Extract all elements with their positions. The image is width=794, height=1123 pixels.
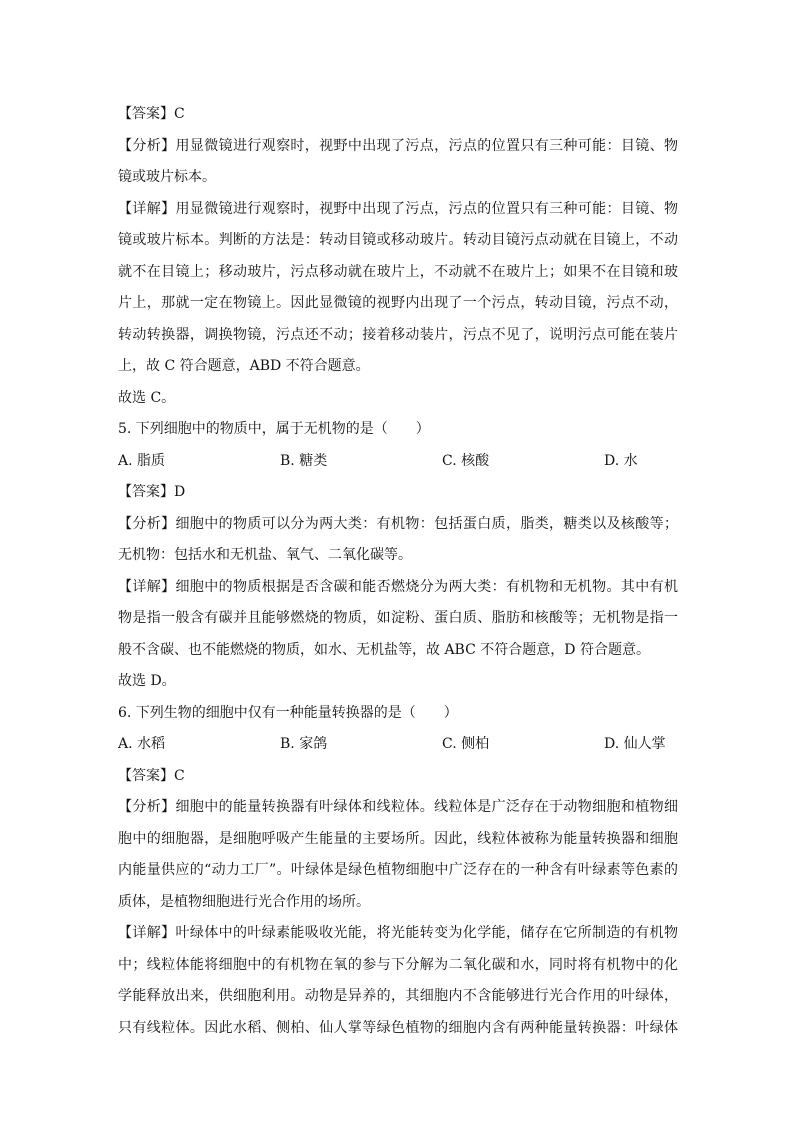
q4-detail-line-6: 上，故 C 符合题意，ABD 不符合题意。: [118, 358, 370, 374]
q6-detail-line-4: 只有线粒体。因此水稻、侧柏、仙人掌等绿色植物的细胞内含有两种能量转换器：叶绿体: [118, 1019, 678, 1036]
detail-tag: 【详解】: [118, 200, 176, 217]
q6-detail-line-2: 中；线粒体能将细胞中的有机物在氧的参与下分解为二氧化碳和水，同时将有机物中的化: [118, 956, 678, 973]
detail-tag: 【详解】: [118, 578, 176, 595]
q6-analysis-line-2: 胞中的细胞器，是细胞呼吸产生能量的主要场所。因此，线粒体被称为能量转换器和细胞: [118, 830, 678, 847]
q4-conclusion: 故选 C。: [118, 389, 176, 406]
q4-detail-line-4: 片上，那就一定在物镜上。因此显微镜的视野内出现了一个污点，转动目镜，污点不动，: [118, 295, 678, 311]
q4-analysis-line-2: 镜或玻片标本。: [118, 169, 216, 185]
q5-stem: 5. 下列细胞中的物质中，属于无机物的是（ ）: [118, 421, 430, 437]
answer-tag: 【答案】: [118, 484, 174, 500]
q6-analysis-line-4: 质体，是植物细胞进行光合作用的场所。: [118, 893, 370, 910]
analysis-tag: 【分析】: [118, 799, 176, 815]
q6-detail-line-3: 学能释放出来，供细胞利用。动物是异养的，其细胞内不含能够进行光合作用的叶绿体，: [118, 988, 678, 1004]
q5-option-b: B. 糖类: [280, 452, 328, 469]
q4-detail-line-5: 转动转换器，调换物镜，污点还不动；接着移动装片，污点不见了，说明污点可能在装片: [118, 326, 678, 343]
analysis-text: 用显微镜进行观察时，视野中出现了污点，污点的位置只有三种可能：目镜、物: [175, 137, 678, 154]
q4-detail-line-1: [118, 194, 678, 226]
q5-analysis-line-2: 无机物：包括水和无机盐、氧气、二氧化碳等。: [118, 547, 412, 563]
analysis-tag: 【分析】: [118, 515, 176, 532]
analysis-text: 细胞中的能量转换器有叶绿体和线粒体。线粒体是广泛存在于动物细胞和植物细: [175, 799, 678, 815]
analysis-text: 细胞中的物质可以分为两大类：有机物：包括蛋白质，脂类，糖类以及核酸等；: [175, 515, 678, 532]
q5-option-c: C. 核酸: [442, 452, 490, 469]
q6-answer: [118, 761, 678, 793]
answer-value: C: [174, 106, 185, 122]
q5-analysis-line-1: [118, 509, 678, 541]
answer-tag: 【答案】: [118, 767, 174, 784]
q6-analysis-line-1: [118, 792, 678, 824]
q6-stem: 6. 下列生物的细胞中仅有一种能量转换器的是（ ）: [118, 704, 458, 721]
q6-option-d: D. 仙人掌: [604, 736, 666, 752]
q6-option-a: A. 水稻: [118, 736, 166, 752]
q6-analysis-line-3: 内能量供应的“动力工厂”。叶绿体是绿色植物细胞中广泛存在的一种含有叶绿素等色素的: [118, 862, 678, 878]
q5-option-d: D. 水: [604, 452, 638, 469]
document-page: [118, 99, 678, 1044]
q6-detail-line-1: [118, 918, 678, 950]
answer-value: C: [174, 767, 185, 784]
answer-value: D: [174, 484, 186, 500]
detail-tag: 【详解】: [118, 925, 176, 941]
q4-answer: [118, 99, 678, 131]
q5-conclusion: 故选 D。: [118, 673, 176, 689]
q5-option-a: A. 脂质: [118, 452, 166, 469]
q5-detail-line-2: 物是指一般含有碳并且能够燃烧的物质，如淀粉、蛋白质、脂肪和核酸等；无机物是指一: [118, 610, 678, 626]
q6-options: [118, 729, 678, 761]
q4-analysis-line-1: [118, 131, 678, 163]
detail-text: 叶绿体中的叶绿素能吸收光能，将光能转变为化学能，储存在它所制造的有机物: [175, 925, 678, 941]
q4-detail-line-2: 镜或玻片标本。判断的方法是：转动目镜或移动玻片。转动目镜污点动就在目镜上，不动: [118, 232, 678, 248]
q5-options: [118, 446, 678, 478]
answer-tag: 【答案】: [118, 106, 174, 122]
q5-detail-line-3: 般不含碳、也不能燃烧的物质，如水、无机盐等，故 ABC 不符合题意，D 符合题意。: [118, 641, 650, 658]
q6-option-b: B. 家鸽: [280, 736, 328, 752]
q5-detail-line-1: [118, 572, 678, 604]
analysis-tag: 【分析】: [118, 137, 176, 154]
q5-answer: [118, 477, 678, 509]
q6-option-c: C. 侧柏: [442, 736, 490, 752]
q4-detail-line-3: 就不在目镜上；移动玻片，污点移动就在玻片上，不动就不在玻片上；如果不在目镜和玻: [118, 263, 678, 280]
detail-text: 细胞中的物质根据是否含碳和能否燃烧分为两大类：有机物和无机物。其中有机: [175, 578, 678, 595]
detail-text: 用显微镜进行观察时，视野中出现了污点，污点的位置只有三种可能：目镜、物: [175, 200, 678, 217]
